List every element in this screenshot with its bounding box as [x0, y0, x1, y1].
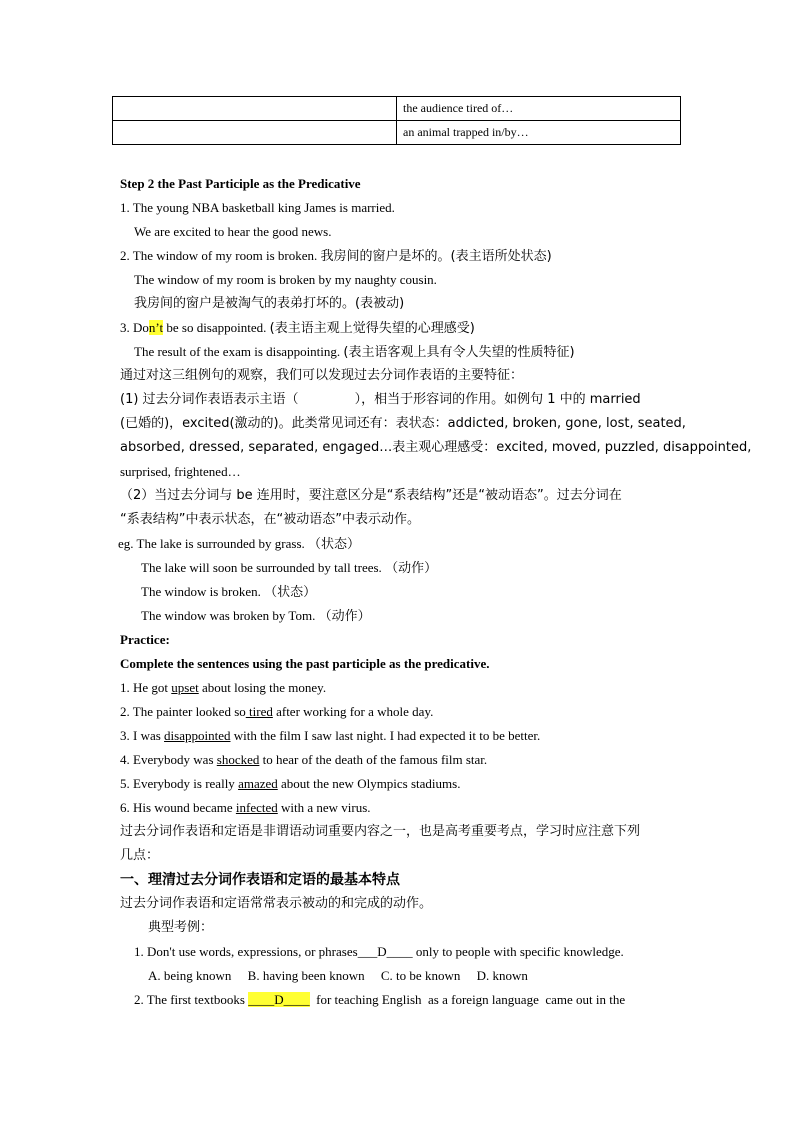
practice-instruction: Complete the sentences using the past participle as the predicative.: [120, 656, 490, 671]
table-cell: [113, 121, 397, 145]
example-line: [120, 320, 475, 337]
item-answer: infected: [235, 800, 278, 815]
item-text: with a new virus.: [277, 800, 371, 815]
item-text: about the new Olympics stadiums.: [277, 776, 461, 791]
item-answer: shocked: [216, 752, 260, 767]
eg-en: The window was broken by Tom.: [141, 608, 316, 623]
table-cell: the audience tired of…: [397, 97, 681, 121]
question: [134, 992, 625, 1008]
practice-item: [120, 680, 326, 696]
highlighted-text: n’t: [148, 320, 164, 335]
eg-en: The lake will soon be surrounded by tall trees.: [141, 560, 382, 575]
point2-line: （2）当过去分词与 be 连用时，要注意区分是“系表结构”还是“被动语态”。过去分词在: [120, 488, 622, 503]
eg-cn: （动作）: [385, 561, 438, 576]
item-text: about losing the money.: [198, 680, 327, 695]
question: [134, 944, 624, 960]
question-answer: ___D____: [357, 944, 413, 959]
practice-label: Practice:: [120, 632, 170, 647]
eg-en: The window is broken.: [141, 584, 261, 599]
question-text: 2. The first textbooks: [134, 992, 249, 1007]
item-text: after working for a whole day.: [272, 704, 434, 719]
question-text: 1. Don't use words, expressions, or phrases: [134, 944, 358, 959]
example-en: The result of the exam is disappointing.: [134, 344, 341, 359]
example-line: We are excited to hear the good news.: [134, 224, 332, 239]
question-options: A. being known B. having been known C. to be known D. known: [148, 968, 528, 983]
notes-line: 过去分词作表语和定语是非谓语动词重要内容之一，也是高考重要考点，学习时应注意下列: [120, 824, 641, 839]
question-text: for teaching English as a foreign language came out in the: [309, 992, 626, 1007]
point1-line: [120, 392, 641, 408]
example-cn: (表主语客观上具有令人失望的性质特征): [343, 345, 575, 360]
table-row: [113, 121, 681, 145]
practice-item: [120, 752, 487, 768]
point2-line: “系表结构”中表示状态，在“被动语态”中表示动作。: [120, 512, 420, 527]
point1-line: (已婚的)，excited(激动的)。此类常见词还有：表状态：addicted, broken, gone, lost, seated,: [120, 416, 686, 431]
practice-item: [120, 800, 371, 816]
eg-en: eg. The lake is surrounded by grass.: [118, 536, 305, 551]
example-line: 我房间的窗户是被淘气的表弟打坏的。(表被动): [134, 296, 405, 311]
eg-line: [141, 608, 371, 625]
table-cell: an animal trapped in/by…: [397, 121, 681, 145]
point1-text: (1) 过去分词作表语表示主语（: [120, 392, 299, 407]
example-line: The window of my room is broken by my naughty cousin.: [134, 272, 437, 287]
example-line: [120, 248, 552, 265]
eg-cn: （状态）: [264, 585, 317, 600]
practice-item: [120, 704, 433, 720]
example-en: 3. Do: [120, 320, 149, 335]
practice-item: [120, 776, 460, 792]
item-text: 5. Everybody is really: [120, 776, 239, 791]
example-line: [134, 344, 575, 361]
section-heading: 一、理清过去分词作表语和定语的最基本特点: [120, 872, 400, 888]
item-text: with the film I saw last night. I had expected it to be better.: [230, 728, 541, 743]
table-cell: [113, 97, 397, 121]
vocab-table: [112, 96, 681, 145]
example-en: be so disappointed.: [163, 320, 267, 335]
item-text: 6. His wound became: [120, 800, 236, 815]
notes-line: 几点：: [120, 848, 160, 863]
item-text: 2. The painter looked so: [120, 704, 246, 719]
item-text: 1. He got: [120, 680, 172, 695]
item-text: 3. I was: [120, 728, 165, 743]
item-text: 4. Everybody was: [120, 752, 217, 767]
example-cn: 我房间的窗户是坏的。(表主语所处状态): [320, 249, 552, 264]
item-answer: upset: [171, 680, 199, 695]
item-answer: amazed: [238, 776, 278, 791]
example-line: 1. The young NBA basketball king James is married.: [120, 200, 395, 215]
example-cn: (表主语主观上觉得失望的心理感受): [269, 321, 475, 336]
eg-line: [141, 560, 437, 577]
example-en: 2. The window of my room is broken.: [120, 248, 318, 263]
question-answer: ____D____: [248, 992, 310, 1007]
question-text: only to people with specific knowledge.: [412, 944, 624, 959]
item-answer: disappointed: [164, 728, 231, 743]
examples-label: 典型考例：: [148, 920, 214, 935]
observation-text: 通过对这三组例句的观察，我们可以发现过去分词作表语的主要特征：: [120, 368, 524, 383]
point1-line: absorbed, dressed, separated, engaged…表主观心理感受：excited, moved, puzzled, disappointed,: [120, 440, 752, 455]
step2-heading: Step 2 the Past Participle as the Predicative: [120, 176, 361, 191]
eg-cn: （动作）: [318, 609, 371, 624]
point1-text: ），相当于形容词的作用。如例句 1 中的 married: [354, 392, 641, 407]
item-answer: tired: [245, 704, 273, 719]
point1-line: surprised, frightened…: [120, 464, 241, 479]
eg-cn: （状态）: [308, 537, 361, 552]
item-text: to hear of the death of the famous film star.: [259, 752, 488, 767]
section-desc: 过去分词作表语和定语常常表示被动的和完成的动作。: [120, 896, 433, 911]
table-row: [113, 97, 681, 121]
eg-line: [141, 584, 316, 601]
eg-line: [118, 536, 360, 553]
practice-item: [120, 728, 540, 744]
